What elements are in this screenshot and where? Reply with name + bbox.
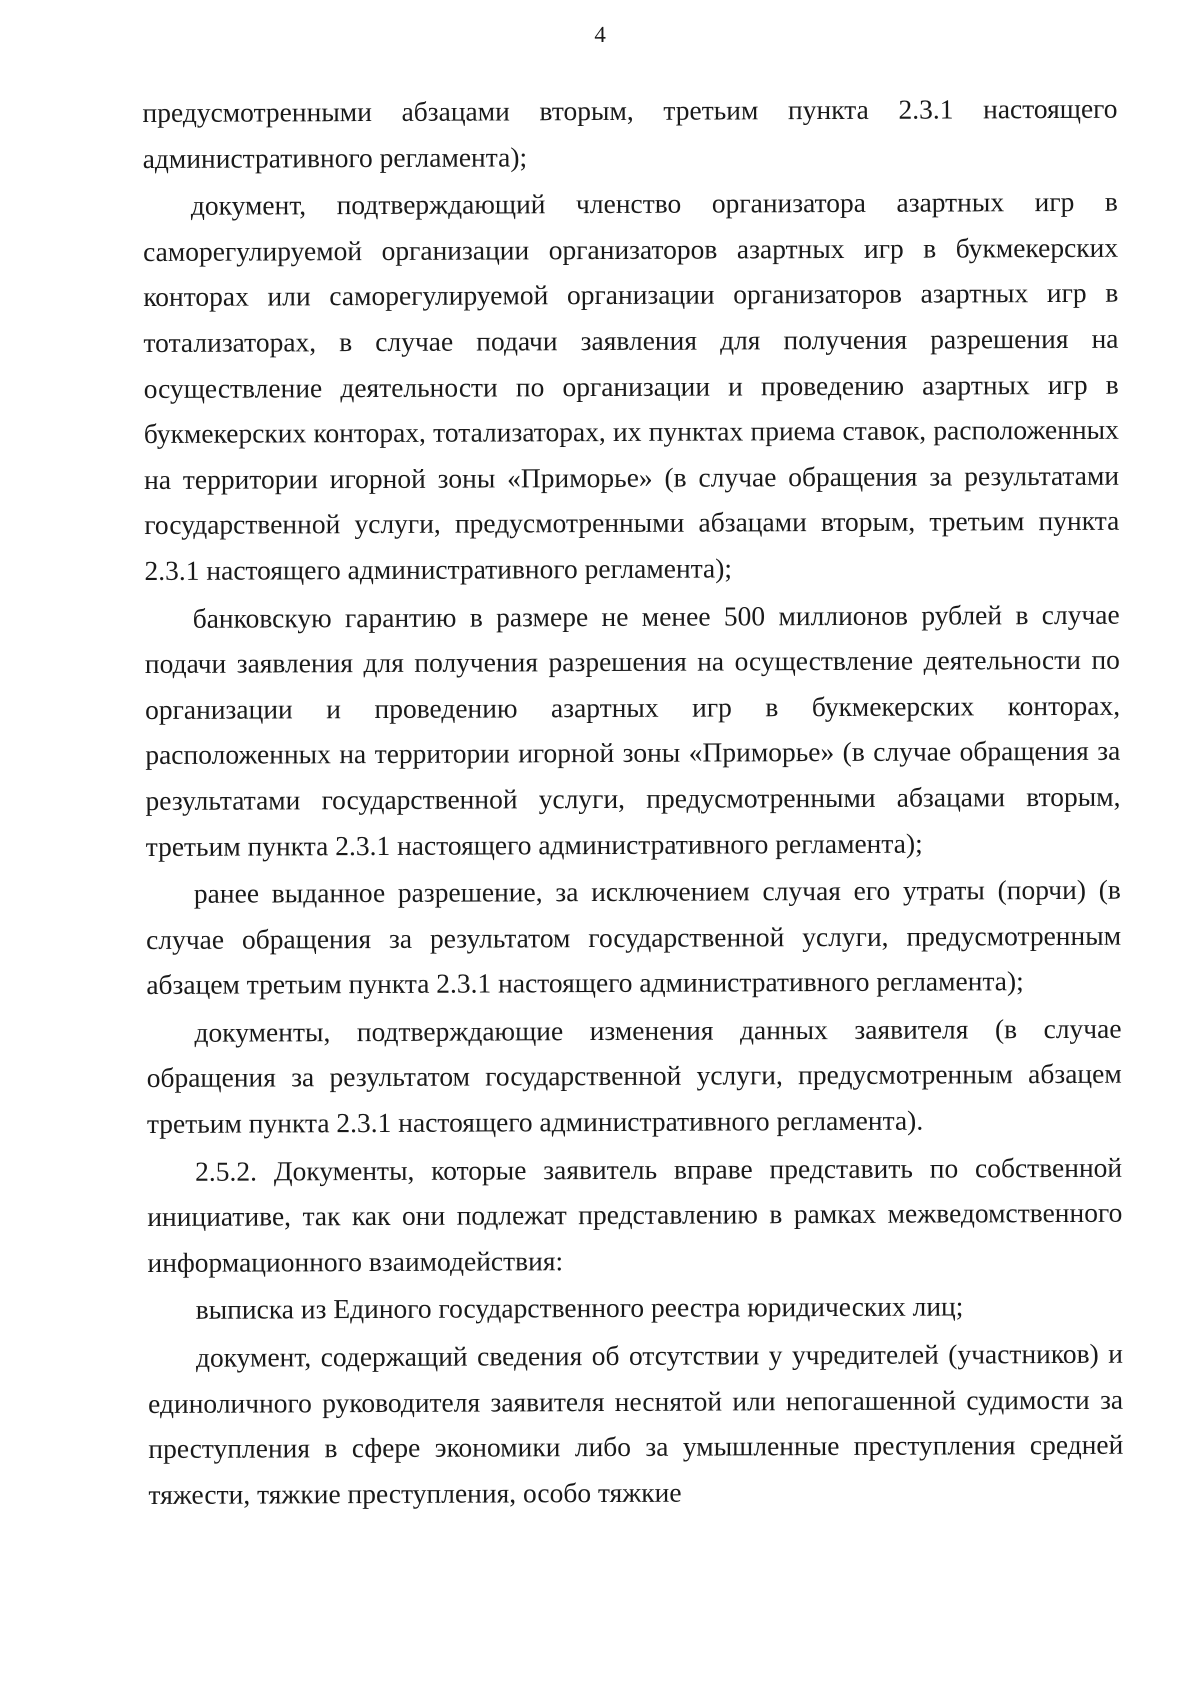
paragraph-registry-extract: выписка из Единого государственного реестра юридических лиц;	[195, 1290, 964, 1326]
page-number: 4	[594, 21, 606, 48]
paragraph-change-documents: документы, подтверждающие изменения данных заявителя (в случае обращения за результатом государственной услуги, предусмотренным абзацем третьим пункта 2.3.1 настоящего административного регламента).	[146, 1012, 1122, 1140]
paragraph-section-2-5-2: 2.5.2. Документы, которые заявитель вправе представить по собственной инициативе, так как они подлежат представлению в рамках межведомственного информационного взаимодействия:	[147, 1151, 1123, 1278]
paragraph-bank-guarantee: банковскую гарантию в размере не менее 500 миллионов рублей в случае подачи заявления для получения разрешения на осуществление деятельности по организации и проведению азартных игр в букмекерских конторах, расположенных на территории игорной зоны «Приморье» (в случае обращения за результатами государственной услуги, предусмотренными абзацами вторым, третьим пункта 2.3.1 настоящего административного регламента);	[144, 598, 1121, 862]
paragraph-criminal-record: документ, содержащий сведения об отсутствии у учредителей (участников) и единоличного руководителя заявителя неснятой или непогашенной судимости за преступления в сфере экономики либо за умышленные преступления средней тяжести, тяжкие преступления, особо тяжкие	[148, 1337, 1124, 1510]
document-body	[142, 86, 1123, 1520]
paragraph-previous-permit: ранее выданное разрешение, за исключением случая его утраты (порчи) (в случае обращения за результатом государственной услуги, предусмотренным абзацем третьим пункта 2.3.1 настоящего административного регламента);	[146, 873, 1122, 1001]
paragraph-continuation: предусмотренными абзацами вторым, третьим пункта 2.3.1 настоящего административного регламента);	[142, 92, 1118, 174]
paragraph-membership-document: документ, подтверждающий членство организатора азартных игр в саморегулируемой организации организаторов азартных игр в букмекерских конторах или саморегулируемой организации организаторов азартных игр в тотализаторах, в случае подачи заявления для получения разрешения на осуществление деятельности по организации и проведению азартных игр в букмекерских конторах, тотализаторах, их пунктах приема ставок, расположенных на территории игорной зоны «Приморье» (в случае обращения за результатами государственной услуги, предусмотренными абзацами вторым, третьим пункта 2.3.1 настоящего административного регламента);	[143, 185, 1120, 586]
